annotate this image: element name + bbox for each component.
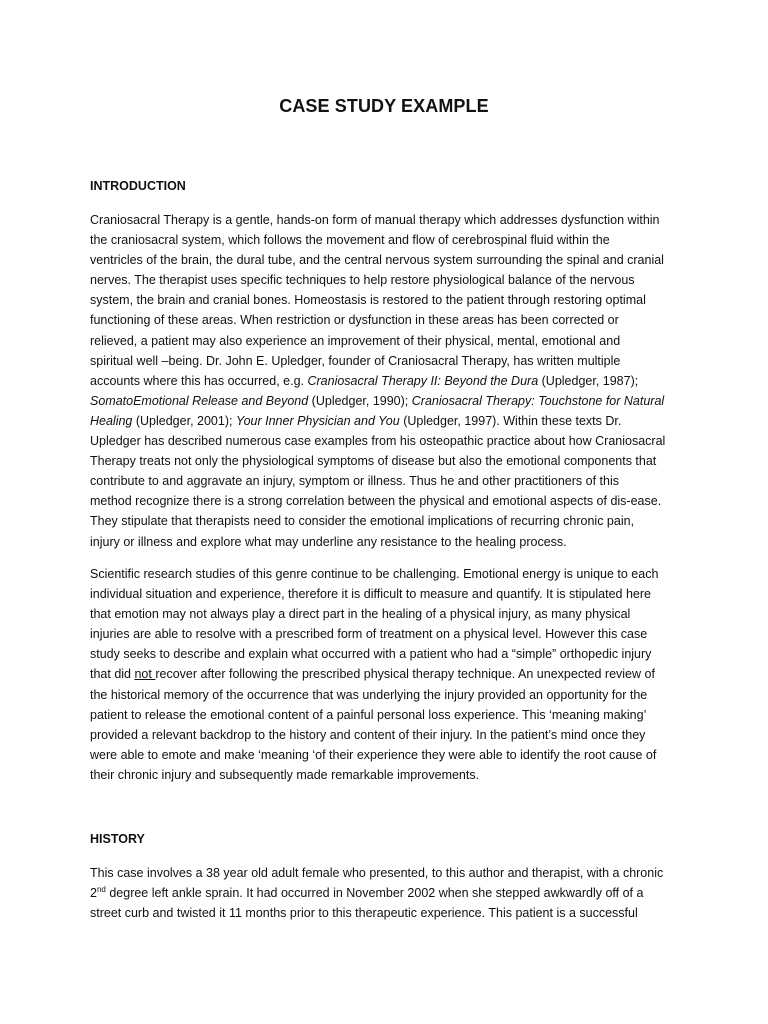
text-segment: method recognize there is a strong correlation between the physical and emotional aspects of dis-ease. bbox=[90, 494, 662, 509]
text-segment: Therapy treats not only the physiological symptoms of disease but also the emotional components that bbox=[90, 454, 657, 469]
text-line bbox=[90, 725, 690, 745]
text-segment: injuries are able to resolve with a prescribed form of treatment on a physical level. However this case bbox=[90, 627, 648, 642]
text-segment: individual situation and experience, therefore it is difficult to measure and quantify. It is stipulated here bbox=[90, 587, 651, 602]
text-line bbox=[90, 411, 690, 431]
text-line bbox=[90, 584, 690, 604]
text-line bbox=[90, 511, 690, 531]
text-line bbox=[90, 431, 690, 451]
text-segment: their chronic injury and subsequently made remarkable improvements. bbox=[90, 767, 480, 782]
text-segment: the historical memory of the occurrence that was underlying the injury provided an opportunity for the bbox=[90, 687, 648, 702]
text-segment: injury or illness and explore what may underline any resistance to the healing process. bbox=[90, 534, 567, 549]
text-segment: degree left ankle sprain. It had occurred in November 2002 when she stepped awkwardly off of a bbox=[105, 886, 644, 901]
section-heading-history: HISTORY bbox=[90, 832, 145, 846]
text-line bbox=[90, 863, 690, 883]
text-segment: Scientific research studies of this genre continue to be challenging. Emotional energy is unique to each bbox=[90, 567, 659, 581]
text-line bbox=[90, 644, 690, 664]
text-line bbox=[90, 532, 690, 552]
book-title-text: Craniosacral Therapy: Touchstone for Natural bbox=[411, 393, 665, 408]
text-segment: (Upledger, 1990); bbox=[308, 393, 412, 408]
text-segment: functioning of these areas. When restriction or dysfunction in these areas has been corrected or bbox=[90, 313, 619, 328]
text-segment: the craniosacral system, which follows the movement and flow of cerebrospinal fluid within the bbox=[90, 233, 610, 248]
text-line bbox=[90, 230, 690, 250]
text-line bbox=[90, 664, 690, 684]
text-segment: This case involves a 38 year old adult female who presented, to this author and therapist, with a chronic bbox=[90, 866, 664, 880]
text-segment: spiritual well –being. Dr. John E. Upledger, founder of Craniosacral Therapy, has written multiple bbox=[90, 353, 621, 368]
text-line bbox=[90, 331, 690, 351]
text-line bbox=[90, 745, 690, 765]
text-segment: were able to emote and make ‘meaning ‘of their experience they were able to identify the root cause of bbox=[90, 747, 657, 762]
text-line bbox=[90, 210, 690, 230]
text-line bbox=[90, 624, 690, 644]
history-paragraph-1 bbox=[90, 863, 690, 923]
text-segment: recover after following the prescribed physical therapy technique. An unexpected review of bbox=[155, 667, 655, 682]
text-line bbox=[90, 491, 690, 511]
text-segment: (Upledger, 1987); bbox=[538, 373, 639, 388]
text-segment: patient to release the emotional content of a painful personal loss experience. This ‘meaning making’ bbox=[90, 707, 647, 722]
text-line bbox=[90, 290, 690, 310]
document-title: CASE STUDY EXAMPLE bbox=[279, 96, 489, 116]
text-segment: They stipulate that therapists need to consider the emotional implications of recurring chronic pain, bbox=[90, 514, 635, 529]
text-segment: that emotion may not always play a direct part in the healing of a physical injury, as many physical bbox=[90, 607, 631, 622]
text-segment: Upledger has described numerous case examples from his osteopathic practice about how Craniosacral bbox=[90, 434, 666, 449]
text-segment: study seeks to describe and explain what occurred with a patient who had a “simple” orthopedic injury bbox=[90, 647, 652, 662]
text-line bbox=[90, 903, 690, 923]
text-line bbox=[90, 451, 690, 471]
text-line bbox=[90, 250, 690, 270]
text-line bbox=[90, 471, 690, 491]
text-segment: relieved, a patient may also experience an improvement of their physical, mental, emotional and bbox=[90, 333, 621, 348]
text-line bbox=[90, 604, 690, 624]
text-line bbox=[90, 564, 690, 584]
text-line bbox=[90, 270, 690, 290]
intro-paragraph-1 bbox=[90, 210, 690, 552]
text-line bbox=[90, 391, 690, 411]
intro-paragraph-2 bbox=[90, 564, 690, 785]
text-line bbox=[90, 351, 690, 371]
text-segment: contribute to and aggravate an injury, symptom or illness. Thus he and other practitioners of this bbox=[90, 474, 619, 489]
section-heading-introduction: INTRODUCTION bbox=[90, 179, 186, 193]
book-title-text: Healing bbox=[90, 413, 133, 428]
text-line bbox=[90, 685, 690, 705]
book-title-text: SomatoEmotional Release and Beyond bbox=[90, 393, 309, 408]
text-line bbox=[90, 883, 690, 903]
book-title-text: Your Inner Physician and You bbox=[235, 413, 400, 428]
text-segment: (Upledger, 2001); bbox=[132, 413, 236, 428]
text-segment: street curb and twisted it 11 months prior to this therapeutic experience. This patient is a successful bbox=[90, 906, 638, 921]
text-segment: 2 bbox=[90, 886, 97, 901]
text-segment: that did bbox=[90, 667, 135, 682]
text-segment: (Upledger, 1997). Within these texts Dr. bbox=[399, 413, 622, 428]
text-line bbox=[90, 310, 690, 330]
text-line bbox=[90, 765, 690, 785]
text-line bbox=[90, 371, 690, 391]
book-title-text: Craniosacral Therapy II: Beyond the Dura bbox=[307, 373, 539, 388]
underlined-text: not bbox=[134, 667, 156, 682]
text-segment: nerves. The therapist uses specific techniques to help restore physiological balance of the nervous bbox=[90, 273, 635, 288]
text-segment: Craniosacral Therapy is a gentle, hands-on form of manual therapy which addresses dysfunction within bbox=[90, 213, 660, 227]
text-segment: system, the brain and cranial bones. Homeostasis is restored to the patient through restoring optimal bbox=[90, 293, 646, 308]
text-segment: accounts where this has occurred, e.g. bbox=[90, 373, 308, 388]
ordinal-suffix: nd bbox=[96, 884, 106, 894]
text-line bbox=[90, 705, 690, 725]
text-segment: provided a relevant backdrop to the history and content of their injury. In the patient’s mind once they bbox=[90, 727, 646, 742]
text-segment: ventricles of the brain, the dural tube, and the central nervous system surrounding the spinal and cranial bbox=[90, 253, 664, 268]
